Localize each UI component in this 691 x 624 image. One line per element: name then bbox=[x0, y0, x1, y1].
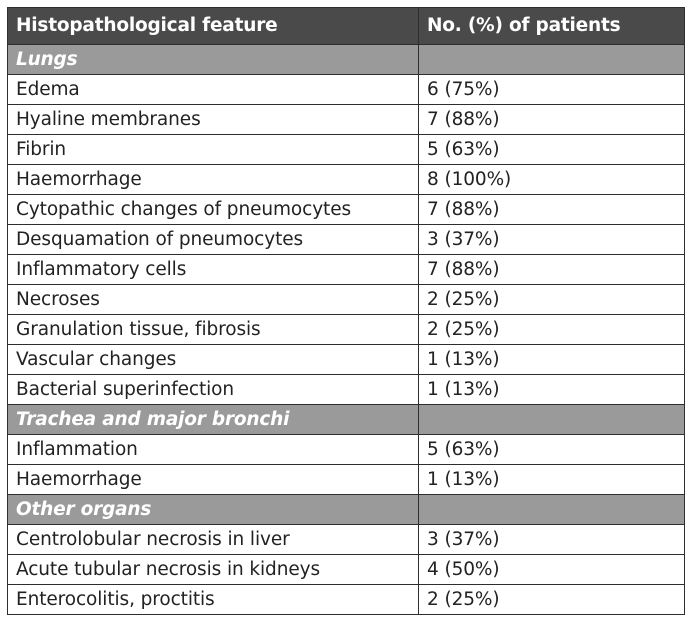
feature-cell: Necroses bbox=[8, 285, 419, 315]
patients-cell: 2 (25%) bbox=[419, 315, 685, 345]
feature-cell: Acute tubular necrosis in kidneys bbox=[8, 555, 419, 585]
feature-cell: Centrolobular necrosis in liver bbox=[8, 525, 419, 555]
feature-cell: Haemorrhage bbox=[8, 465, 419, 495]
table-row bbox=[8, 375, 685, 405]
table-row bbox=[8, 165, 685, 195]
feature-cell: Edema bbox=[8, 75, 419, 105]
table-row bbox=[8, 285, 685, 315]
patients-cell: 1 (13%) bbox=[419, 345, 685, 375]
section-row-lungs bbox=[8, 45, 685, 75]
patients-cell: 2 (25%) bbox=[419, 285, 685, 315]
table-row bbox=[8, 555, 685, 585]
patients-cell: 7 (88%) bbox=[419, 105, 685, 135]
table-row bbox=[8, 135, 685, 165]
patients-cell: 4 (50%) bbox=[419, 555, 685, 585]
section-blank-cell bbox=[419, 495, 685, 525]
table-body bbox=[8, 45, 685, 615]
feature-cell: Haemorrhage bbox=[8, 165, 419, 195]
table-row bbox=[8, 345, 685, 375]
patients-cell: 7 (88%) bbox=[419, 255, 685, 285]
patients-cell: 3 (37%) bbox=[419, 225, 685, 255]
patients-cell: 2 (25%) bbox=[419, 585, 685, 615]
table-row bbox=[8, 585, 685, 615]
patients-cell: 1 (13%) bbox=[419, 465, 685, 495]
patients-cell: 3 (37%) bbox=[419, 525, 685, 555]
table-row bbox=[8, 225, 685, 255]
histopathology-table bbox=[7, 7, 685, 615]
table-row bbox=[8, 75, 685, 105]
patients-cell: 5 (63%) bbox=[419, 435, 685, 465]
section-title: Trachea and major bronchi bbox=[8, 405, 419, 435]
table-row bbox=[8, 255, 685, 285]
header-feature: Histopathological feature bbox=[8, 8, 419, 45]
table-row bbox=[8, 105, 685, 135]
patients-cell: 1 (13%) bbox=[419, 375, 685, 405]
feature-cell: Granulation tissue, fibrosis bbox=[8, 315, 419, 345]
feature-cell: Vascular changes bbox=[8, 345, 419, 375]
table-row bbox=[8, 525, 685, 555]
section-blank-cell bbox=[419, 405, 685, 435]
feature-cell: Inflammation bbox=[8, 435, 419, 465]
section-title: Other organs bbox=[8, 495, 419, 525]
section-row-trachea-and-major-bronchi bbox=[8, 405, 685, 435]
patients-cell: 6 (75%) bbox=[419, 75, 685, 105]
table-row bbox=[8, 435, 685, 465]
table-row bbox=[8, 315, 685, 345]
feature-cell: Hyaline membranes bbox=[8, 105, 419, 135]
section-row-other-organs bbox=[8, 495, 685, 525]
patients-cell: 8 (100%) bbox=[419, 165, 685, 195]
section-blank-cell bbox=[419, 45, 685, 75]
feature-cell: Bacterial superinfection bbox=[8, 375, 419, 405]
section-title: Lungs bbox=[8, 45, 419, 75]
header-patients: No. (%) of patients bbox=[419, 8, 685, 45]
feature-cell: Enterocolitis, proctitis bbox=[8, 585, 419, 615]
table-row bbox=[8, 195, 685, 225]
patients-cell: 7 (88%) bbox=[419, 195, 685, 225]
feature-cell: Desquamation of pneumocytes bbox=[8, 225, 419, 255]
header-row bbox=[8, 8, 685, 45]
feature-cell: Cytopathic changes of pneumocytes bbox=[8, 195, 419, 225]
table-header bbox=[8, 8, 685, 45]
patients-cell: 5 (63%) bbox=[419, 135, 685, 165]
feature-cell: Fibrin bbox=[8, 135, 419, 165]
table-row bbox=[8, 465, 685, 495]
feature-cell: Inflammatory cells bbox=[8, 255, 419, 285]
